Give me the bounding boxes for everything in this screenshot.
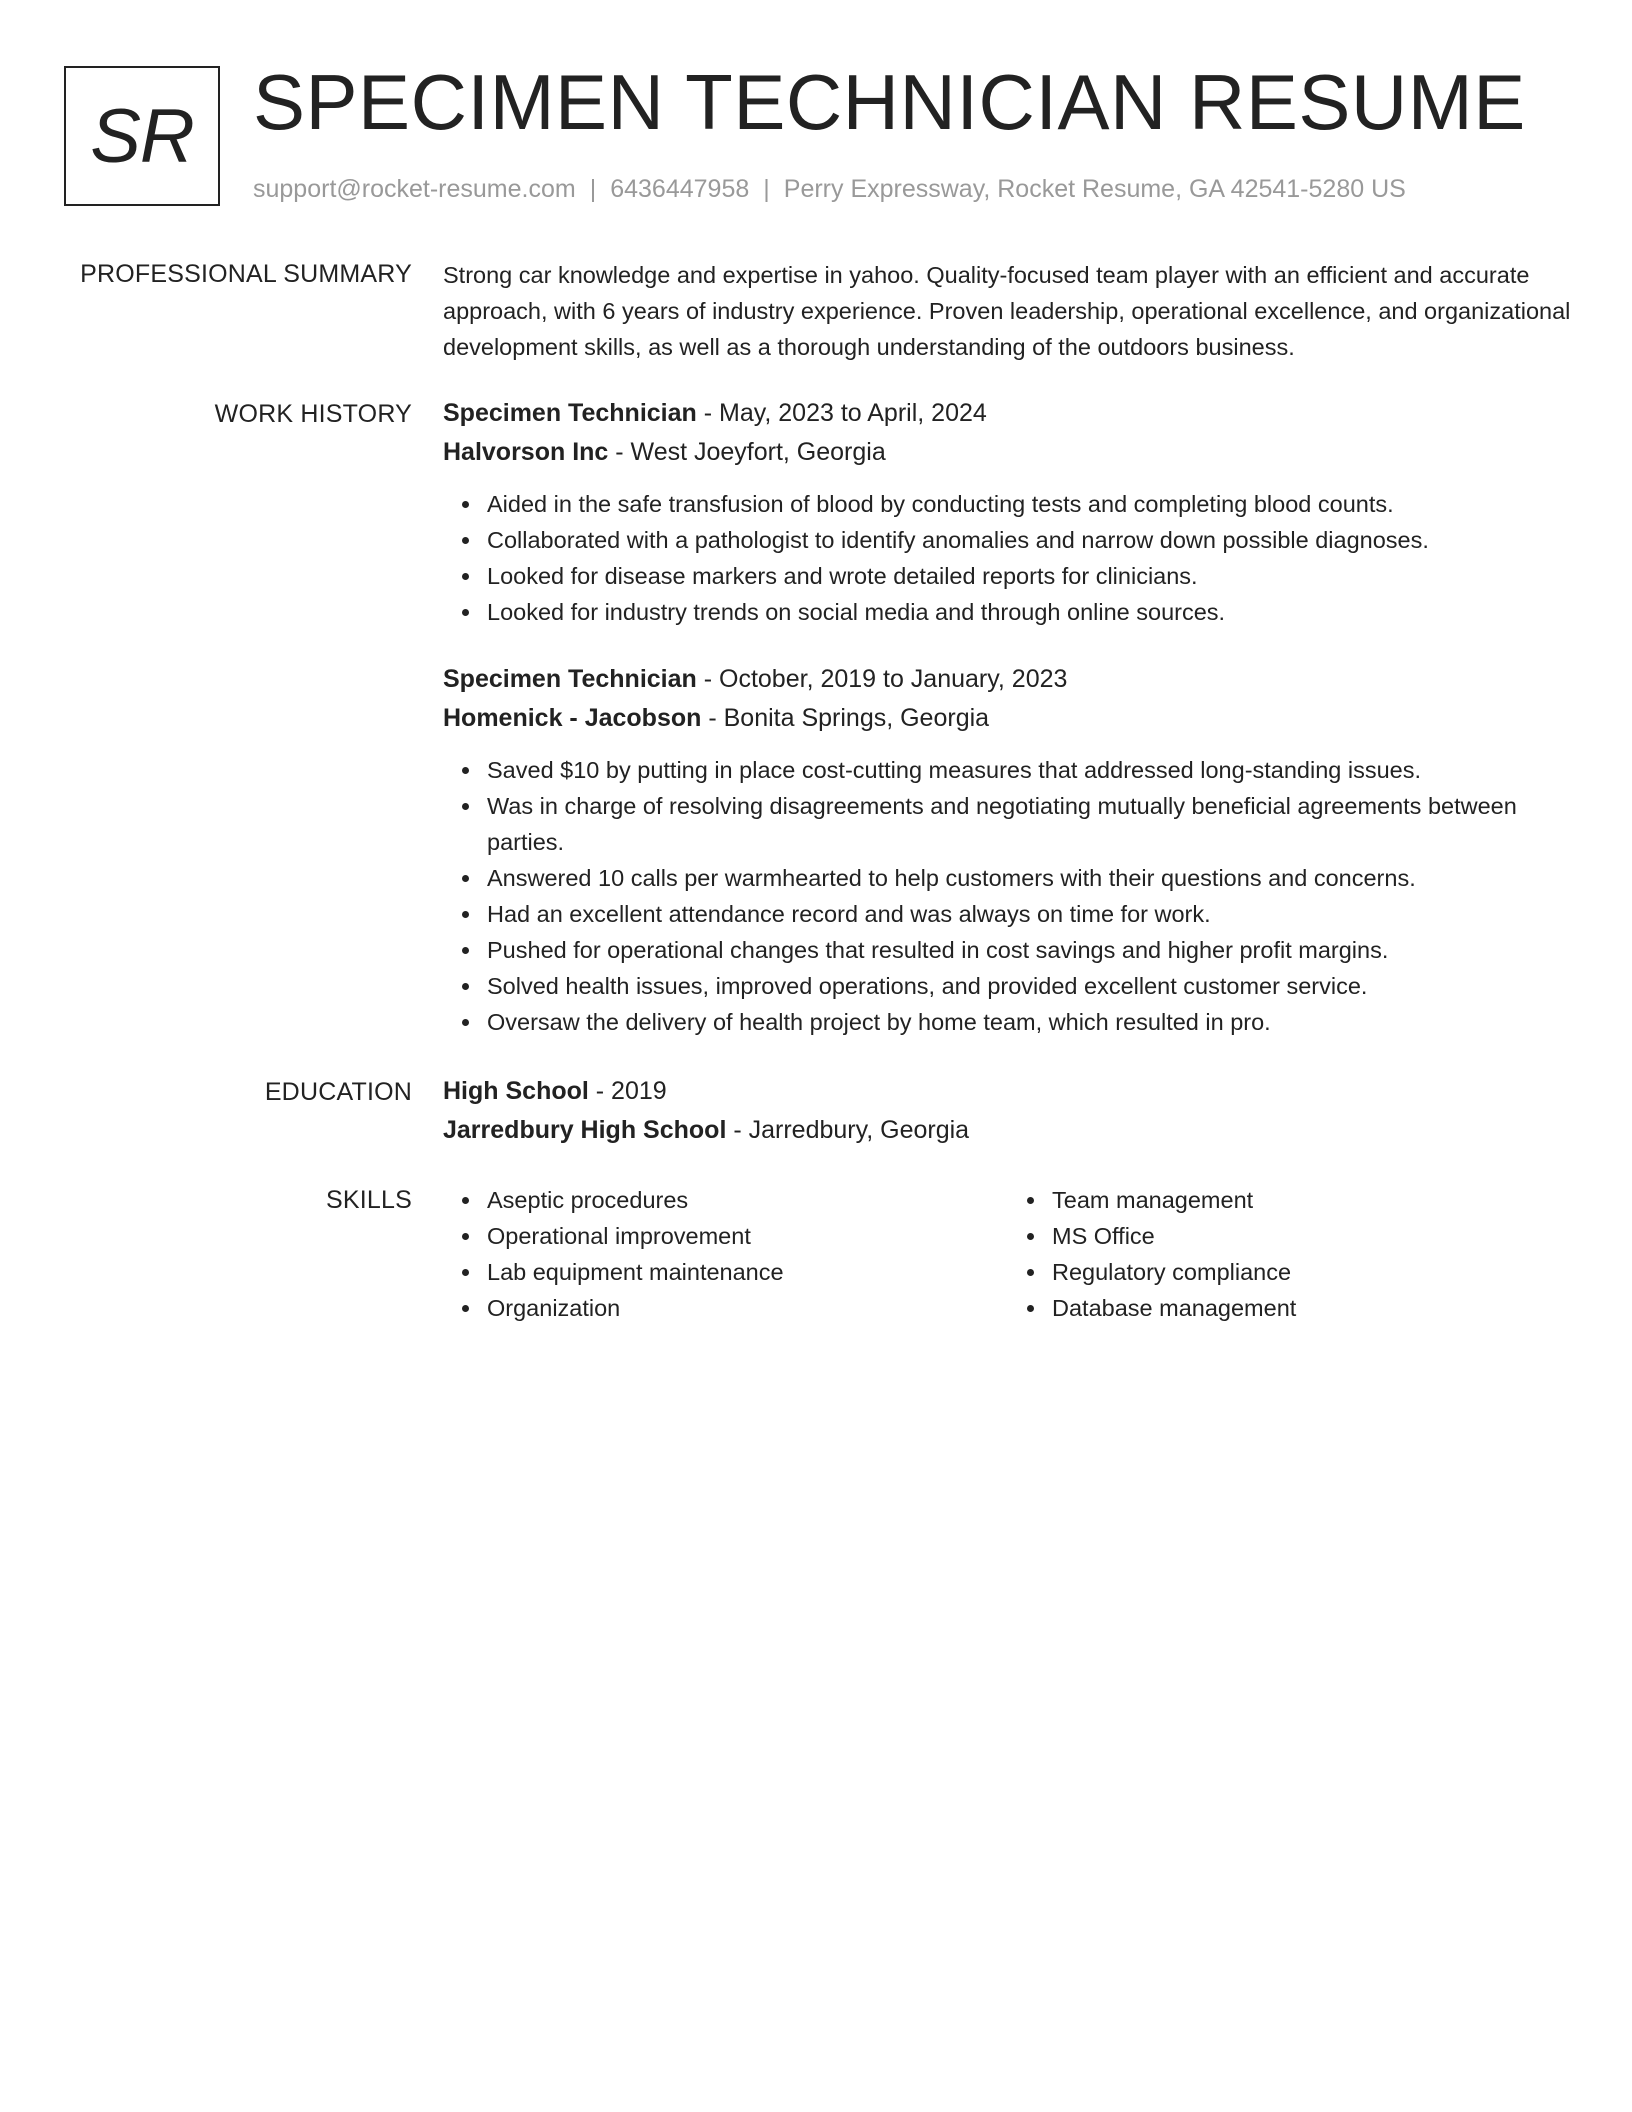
skill-item: MS Office bbox=[1052, 1218, 1573, 1254]
job-location: - Bonita Springs, Georgia bbox=[701, 704, 990, 732]
monogram-badge: SR bbox=[64, 66, 220, 206]
job-duty-item: Was in charge of resolving disagreements and negotiating mutually beneficial agreements between parties. bbox=[487, 788, 1573, 860]
job-location: - West Joeyfort, Georgia bbox=[608, 438, 886, 466]
contact-separator: | bbox=[763, 175, 770, 203]
contact-separator: | bbox=[589, 175, 597, 203]
job-duty-item: Solved health issues, improved operations, and provided excellent customer service. bbox=[487, 968, 1573, 1004]
skill-item: Organization bbox=[487, 1290, 1008, 1326]
job-title: Specimen Technician bbox=[443, 665, 697, 693]
degree-line bbox=[443, 1072, 1573, 1111]
job-entry bbox=[443, 660, 1573, 1040]
skill-item: Regulatory compliance bbox=[1052, 1254, 1573, 1290]
job-dates: - October, 2019 to January, 2023 bbox=[696, 665, 1068, 693]
job-duty-item: Collaborated with a pathologist to identify anomalies and narrow down possible diagnoses. bbox=[487, 522, 1573, 558]
skills-list-left bbox=[443, 1182, 1008, 1326]
school-name: Jarredbury High School bbox=[443, 1116, 727, 1144]
skill-item: Team management bbox=[1052, 1182, 1573, 1218]
resume-title: SPECIMEN TECHNICIAN RESUME bbox=[253, 58, 1526, 146]
job-title: Specimen Technician bbox=[443, 399, 697, 427]
school-location: - Jarredbury, Georgia bbox=[726, 1116, 970, 1144]
contact-email: support@rocket-resume.com bbox=[253, 175, 576, 203]
job-duties-list bbox=[443, 486, 1573, 630]
job-dates: - May, 2023 to April, 2024 bbox=[696, 399, 987, 427]
job-company: Halvorson Inc bbox=[443, 438, 609, 466]
contact-phone: 6436447958 bbox=[610, 175, 750, 203]
job-duty-item: Looked for industry trends on social media and through online sources. bbox=[487, 594, 1573, 630]
skill-item: Operational improvement bbox=[487, 1218, 1008, 1254]
job-duty-item: Pushed for operational changes that resulted in cost savings and higher profit margins. bbox=[487, 932, 1573, 968]
skills-list-right bbox=[1008, 1182, 1573, 1326]
degree: High School bbox=[443, 1077, 589, 1105]
job-duties-list bbox=[443, 752, 1573, 1040]
skill-item: Aseptic procedures bbox=[487, 1182, 1008, 1218]
job-company-line bbox=[443, 433, 1573, 472]
job-title-line bbox=[443, 660, 1573, 699]
summary-text: Strong car knowledge and expertise in yahoo. Quality-focused team player with an efficient and accurate approach, with 6 years of industry experience. Proven leadership, operational excellence, and organizational development skills, as well as a thorough understanding of the outdoors business. bbox=[443, 262, 1571, 360]
job-duty-item: Answered 10 calls per warmhearted to help customers with their questions and concerns. bbox=[487, 860, 1573, 896]
job-duty-item: Had an excellent attendance record and was always on time for work. bbox=[487, 896, 1573, 932]
job-company-line bbox=[443, 699, 1573, 738]
skills-heading: SKILLS bbox=[326, 1186, 412, 1214]
school-line bbox=[443, 1111, 1573, 1150]
job-duty-item: Looked for disease markers and wrote detailed reports for clinicians. bbox=[487, 558, 1573, 594]
skill-item: Database management bbox=[1052, 1290, 1573, 1326]
job-duty-item: Saved $10 by putting in place cost-cutting measures that addressed long-standing issues. bbox=[487, 752, 1573, 788]
skill-item: Lab equipment maintenance bbox=[487, 1254, 1008, 1290]
job-duty-item: Aided in the safe transfusion of blood by conducting tests and completing blood counts. bbox=[487, 486, 1573, 522]
graduation-year: - 2019 bbox=[588, 1077, 667, 1105]
work-history-heading: WORK HISTORY bbox=[214, 400, 412, 428]
education-heading: EDUCATION bbox=[264, 1078, 412, 1106]
contact-line bbox=[253, 173, 1406, 205]
job-entry bbox=[443, 394, 1573, 630]
job-company: Homenick - Jacobson bbox=[443, 704, 702, 732]
job-title-line bbox=[443, 394, 1573, 433]
skills-grid bbox=[443, 1182, 1573, 1326]
summary-heading: PROFESSIONAL SUMMARY bbox=[80, 260, 412, 288]
contact-address: Perry Expressway, Rocket Resume, GA 42541-5280 US bbox=[783, 175, 1406, 203]
job-duty-item: Oversaw the delivery of health project by home team, which resulted in pro. bbox=[487, 1004, 1573, 1040]
